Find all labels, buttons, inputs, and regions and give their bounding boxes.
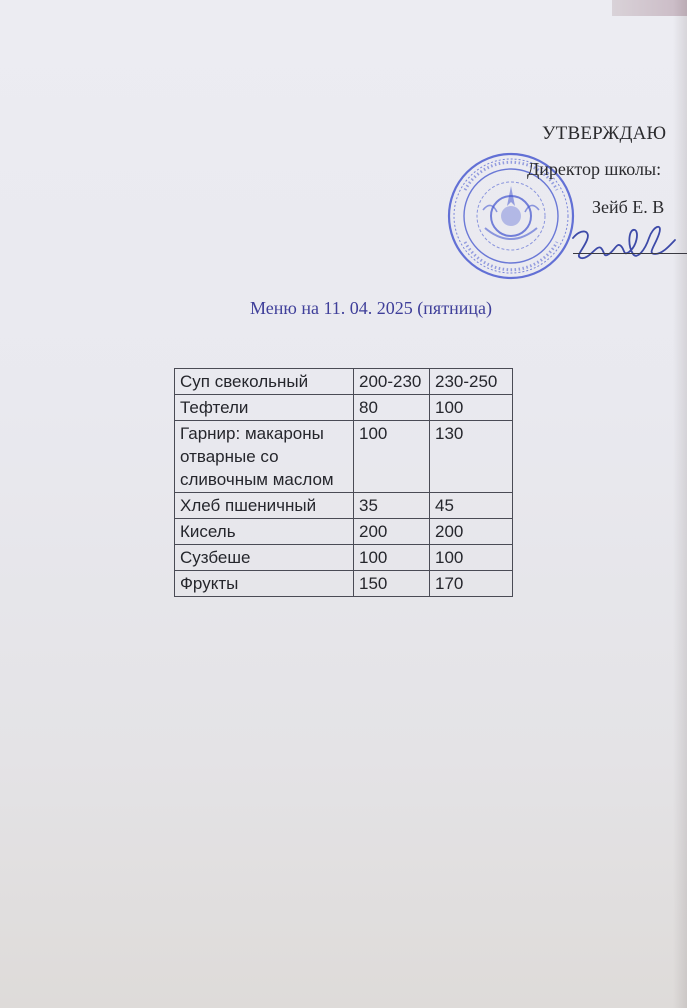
table-row [175, 545, 513, 571]
portion-2-cell: 45 [430, 493, 513, 519]
dish-cell: Фрукты [175, 571, 354, 597]
menu-title: Меню на 11. 04. 2025 (пятница) [250, 298, 492, 318]
portion-1-cell: 100 [354, 545, 430, 571]
signature-icon [567, 214, 677, 266]
dish-cell: Кисель [175, 519, 354, 545]
table-row [175, 369, 513, 395]
table-row [175, 571, 513, 597]
portion-1-cell: 150 [354, 571, 430, 597]
portion-2-cell: 100 [430, 395, 513, 421]
table-row [175, 395, 513, 421]
dish-cell: Гарнир: макароны отварные со сливочным маслом [175, 421, 354, 493]
portion-1-cell: 100 [354, 421, 430, 493]
portion-1-cell: 80 [354, 395, 430, 421]
portion-1-cell: 200 [354, 519, 430, 545]
signature-line [573, 253, 687, 254]
approval-role: Директор школы: [527, 159, 662, 179]
page-shadow [673, 0, 687, 1008]
dish-cell: Тефтели [175, 395, 354, 421]
portion-2-cell: 170 [430, 571, 513, 597]
table-row [175, 519, 513, 545]
dish-cell: Суп свекольный [175, 369, 354, 395]
menu-table [174, 368, 513, 597]
portion-2-cell: 200 [430, 519, 513, 545]
portion-1-cell: 35 [354, 493, 430, 519]
dish-cell: Хлеб пшеничный [175, 493, 354, 519]
portion-2-cell: 100 [430, 545, 513, 571]
portion-2-cell: 230-250 [430, 369, 513, 395]
table-row [175, 493, 513, 519]
approval-title: УТВЕРЖДАЮ [542, 123, 667, 144]
approval-name: Зейб Е. В [592, 197, 665, 217]
table-row [175, 421, 513, 493]
portion-1-cell: 200-230 [354, 369, 430, 395]
dish-cell: Сузбеше [175, 545, 354, 571]
portion-2-cell: 130 [430, 421, 513, 493]
